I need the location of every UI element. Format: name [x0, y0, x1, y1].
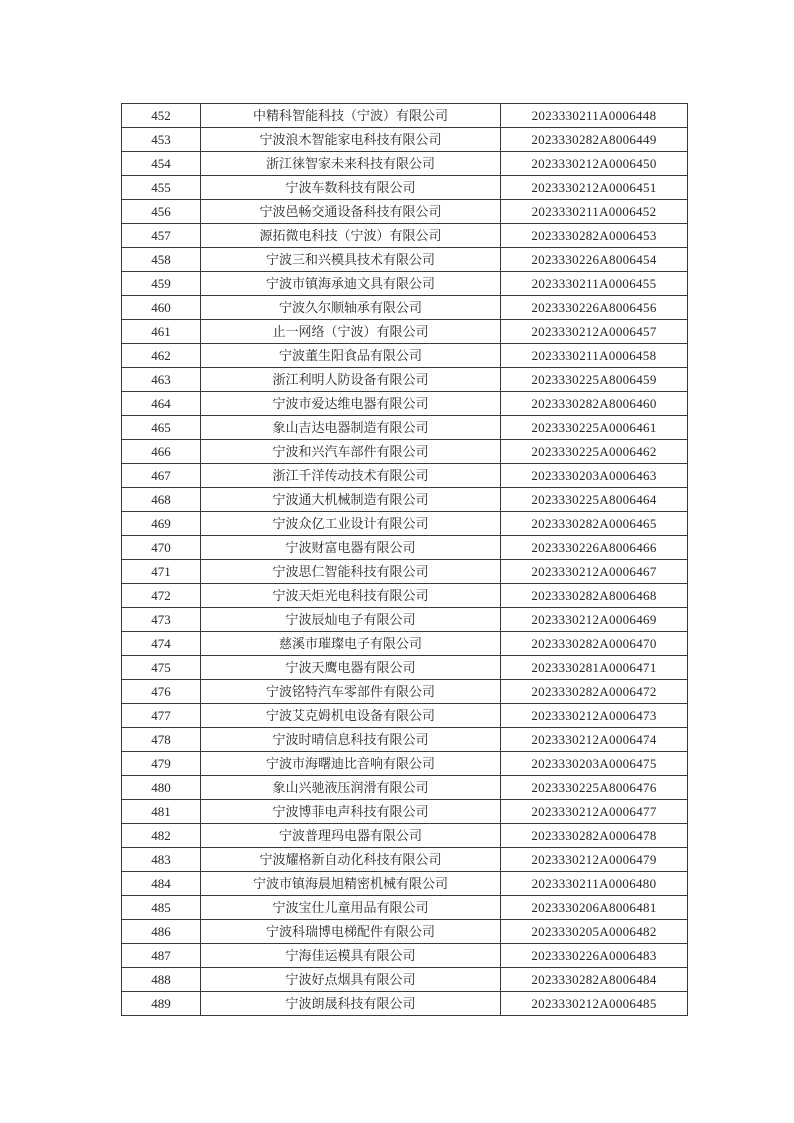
- row-index-cell: 455: [122, 176, 201, 200]
- row-index-cell: 473: [122, 608, 201, 632]
- table-row: [122, 344, 688, 368]
- table-row: [122, 176, 688, 200]
- company-name-cell: 宁海佳运模具有限公司: [201, 944, 501, 968]
- registration-code-cell: 2023330225A8006459: [501, 368, 688, 392]
- company-name-cell: 宁波浪木智能家电科技有限公司: [201, 128, 501, 152]
- registration-code-cell: 2023330225A0006461: [501, 416, 688, 440]
- registration-code-cell: 2023330282A0006453: [501, 224, 688, 248]
- row-index-cell: 477: [122, 704, 201, 728]
- table-row: [122, 992, 688, 1016]
- company-name-cell: 宁波市海曙迪比音响有限公司: [201, 752, 501, 776]
- company-name-cell: 宁波邑畅交通设备科技有限公司: [201, 200, 501, 224]
- table-row: [122, 440, 688, 464]
- company-name-cell: 宁波朗晟科技有限公司: [201, 992, 501, 1016]
- company-name-cell: 宁波众亿工业设计有限公司: [201, 512, 501, 536]
- row-index-cell: 466: [122, 440, 201, 464]
- row-index-cell: 469: [122, 512, 201, 536]
- registration-code-cell: 2023330203A0006475: [501, 752, 688, 776]
- table-row: [122, 776, 688, 800]
- table-row: [122, 464, 688, 488]
- company-name-cell: 宁波艾克姆机电设备有限公司: [201, 704, 501, 728]
- table-row: [122, 536, 688, 560]
- row-index-cell: 489: [122, 992, 201, 1016]
- registration-code-cell: 2023330212A0006485: [501, 992, 688, 1016]
- table-row: [122, 512, 688, 536]
- company-name-cell: 宁波车数科技有限公司: [201, 176, 501, 200]
- table-row: [122, 824, 688, 848]
- registration-code-cell: 2023330212A0006469: [501, 608, 688, 632]
- company-name-cell: 宁波耀格新自动化科技有限公司: [201, 848, 501, 872]
- registration-code-cell: 2023330282A0006478: [501, 824, 688, 848]
- registration-code-cell: 2023330282A8006460: [501, 392, 688, 416]
- company-name-cell: 浙江利明人防设备有限公司: [201, 368, 501, 392]
- registration-code-cell: 2023330226A8006466: [501, 536, 688, 560]
- table-row: [122, 152, 688, 176]
- table-row: [122, 680, 688, 704]
- table-row: [122, 872, 688, 896]
- table-row: [122, 560, 688, 584]
- company-name-cell: 宁波市爱达维电器有限公司: [201, 392, 501, 416]
- row-index-cell: 453: [122, 128, 201, 152]
- company-name-cell: 宁波财富电器有限公司: [201, 536, 501, 560]
- row-index-cell: 486: [122, 920, 201, 944]
- registration-code-cell: 2023330225A0006462: [501, 440, 688, 464]
- registration-code-cell: 2023330211A0006458: [501, 344, 688, 368]
- company-name-cell: 宁波天鹰电器有限公司: [201, 656, 501, 680]
- row-index-cell: 457: [122, 224, 201, 248]
- company-name-cell: 宁波董生阳食品有限公司: [201, 344, 501, 368]
- row-index-cell: 479: [122, 752, 201, 776]
- table-row: [122, 248, 688, 272]
- registration-code-cell: 2023330225A8006464: [501, 488, 688, 512]
- company-name-cell: 宁波铭特汽车零部件有限公司: [201, 680, 501, 704]
- row-index-cell: 460: [122, 296, 201, 320]
- row-index-cell: 471: [122, 560, 201, 584]
- table-row: [122, 608, 688, 632]
- row-index-cell: 487: [122, 944, 201, 968]
- row-index-cell: 470: [122, 536, 201, 560]
- registration-code-cell: 2023330211A0006480: [501, 872, 688, 896]
- company-table: [121, 103, 688, 1016]
- table-row: [122, 224, 688, 248]
- row-index-cell: 454: [122, 152, 201, 176]
- company-name-cell: 象山吉达电器制造有限公司: [201, 416, 501, 440]
- table-row: [122, 320, 688, 344]
- table-row: [122, 752, 688, 776]
- registration-code-cell: 2023330212A0006477: [501, 800, 688, 824]
- company-name-cell: 慈溪市璀璨电子有限公司: [201, 632, 501, 656]
- table-row: [122, 104, 688, 128]
- row-index-cell: 456: [122, 200, 201, 224]
- company-name-cell: 宁波久尔顺轴承有限公司: [201, 296, 501, 320]
- table-row: [122, 632, 688, 656]
- registration-code-cell: 2023330205A0006482: [501, 920, 688, 944]
- registration-code-cell: 2023330212A0006451: [501, 176, 688, 200]
- table-row: [122, 704, 688, 728]
- row-index-cell: 459: [122, 272, 201, 296]
- registration-code-cell: 2023330212A0006473: [501, 704, 688, 728]
- registration-code-cell: 2023330212A0006450: [501, 152, 688, 176]
- row-index-cell: 478: [122, 728, 201, 752]
- company-name-cell: 止一网络（宁波）有限公司: [201, 320, 501, 344]
- registration-code-cell: 2023330226A8006456: [501, 296, 688, 320]
- row-index-cell: 480: [122, 776, 201, 800]
- registration-code-cell: 2023330212A0006457: [501, 320, 688, 344]
- table-row: [122, 392, 688, 416]
- table-row: [122, 584, 688, 608]
- row-index-cell: 488: [122, 968, 201, 992]
- registration-code-cell: 2023330281A0006471: [501, 656, 688, 680]
- registration-code-cell: 2023330226A0006483: [501, 944, 688, 968]
- row-index-cell: 468: [122, 488, 201, 512]
- registration-code-cell: 2023330282A0006465: [501, 512, 688, 536]
- row-index-cell: 475: [122, 656, 201, 680]
- company-name-cell: 宁波宝仕儿童用品有限公司: [201, 896, 501, 920]
- registration-code-cell: 2023330211A0006452: [501, 200, 688, 224]
- registration-code-cell: 2023330203A0006463: [501, 464, 688, 488]
- row-index-cell: 482: [122, 824, 201, 848]
- row-index-cell: 474: [122, 632, 201, 656]
- row-index-cell: 464: [122, 392, 201, 416]
- registration-code-cell: 2023330212A0006467: [501, 560, 688, 584]
- table-row: [122, 800, 688, 824]
- table-row: [122, 944, 688, 968]
- company-name-cell: 宁波三和兴模具技术有限公司: [201, 248, 501, 272]
- table-row: [122, 416, 688, 440]
- company-name-cell: 浙江千洋传动技术有限公司: [201, 464, 501, 488]
- table-row: [122, 368, 688, 392]
- row-index-cell: 462: [122, 344, 201, 368]
- registration-code-cell: 2023330282A0006472: [501, 680, 688, 704]
- registration-code-cell: 2023330226A8006454: [501, 248, 688, 272]
- company-name-cell: 宁波和兴汽车部件有限公司: [201, 440, 501, 464]
- table-row: [122, 656, 688, 680]
- table-row: [122, 296, 688, 320]
- company-name-cell: 宁波普理玛电器有限公司: [201, 824, 501, 848]
- row-index-cell: 484: [122, 872, 201, 896]
- company-name-cell: 宁波思仁智能科技有限公司: [201, 560, 501, 584]
- row-index-cell: 465: [122, 416, 201, 440]
- row-index-cell: 458: [122, 248, 201, 272]
- company-table-body: [122, 104, 688, 1016]
- row-index-cell: 483: [122, 848, 201, 872]
- registration-code-cell: 2023330282A8006484: [501, 968, 688, 992]
- table-row: [122, 848, 688, 872]
- row-index-cell: 463: [122, 368, 201, 392]
- company-name-cell: 宁波市镇海晨旭精密机械有限公司: [201, 872, 501, 896]
- table-row: [122, 128, 688, 152]
- table-row: [122, 728, 688, 752]
- registration-code-cell: 2023330282A8006449: [501, 128, 688, 152]
- row-index-cell: 481: [122, 800, 201, 824]
- company-name-cell: 宁波通大机械制造有限公司: [201, 488, 501, 512]
- company-name-cell: 宁波辰灿电子有限公司: [201, 608, 501, 632]
- table-row: [122, 200, 688, 224]
- registration-code-cell: 2023330282A8006468: [501, 584, 688, 608]
- table-row: [122, 272, 688, 296]
- row-index-cell: 472: [122, 584, 201, 608]
- registration-code-cell: 2023330212A0006479: [501, 848, 688, 872]
- row-index-cell: 476: [122, 680, 201, 704]
- company-name-cell: 象山兴驰液压润滑有限公司: [201, 776, 501, 800]
- row-index-cell: 485: [122, 896, 201, 920]
- company-name-cell: 宁波天炬光电科技有限公司: [201, 584, 501, 608]
- company-name-cell: 宁波好点烟具有限公司: [201, 968, 501, 992]
- company-name-cell: 宁波博菲电声科技有限公司: [201, 800, 501, 824]
- table-row: [122, 488, 688, 512]
- table-row: [122, 896, 688, 920]
- company-name-cell: 源拓微电科技（宁波）有限公司: [201, 224, 501, 248]
- table-row: [122, 920, 688, 944]
- table-row: [122, 968, 688, 992]
- row-index-cell: 461: [122, 320, 201, 344]
- company-name-cell: 宁波市镇海承迪文具有限公司: [201, 272, 501, 296]
- registration-code-cell: 2023330282A0006470: [501, 632, 688, 656]
- registration-code-cell: 2023330211A0006455: [501, 272, 688, 296]
- registration-code-cell: 2023330225A8006476: [501, 776, 688, 800]
- registration-code-cell: 2023330212A0006474: [501, 728, 688, 752]
- registration-code-cell: 2023330211A0006448: [501, 104, 688, 128]
- company-name-cell: 宁波时晴信息科技有限公司: [201, 728, 501, 752]
- row-index-cell: 452: [122, 104, 201, 128]
- company-name-cell: 浙江徕智家未来科技有限公司: [201, 152, 501, 176]
- company-name-cell: 宁波科瑞博电梯配件有限公司: [201, 920, 501, 944]
- registration-code-cell: 2023330206A8006481: [501, 896, 688, 920]
- row-index-cell: 467: [122, 464, 201, 488]
- company-name-cell: 中精科智能科技（宁波）有限公司: [201, 104, 501, 128]
